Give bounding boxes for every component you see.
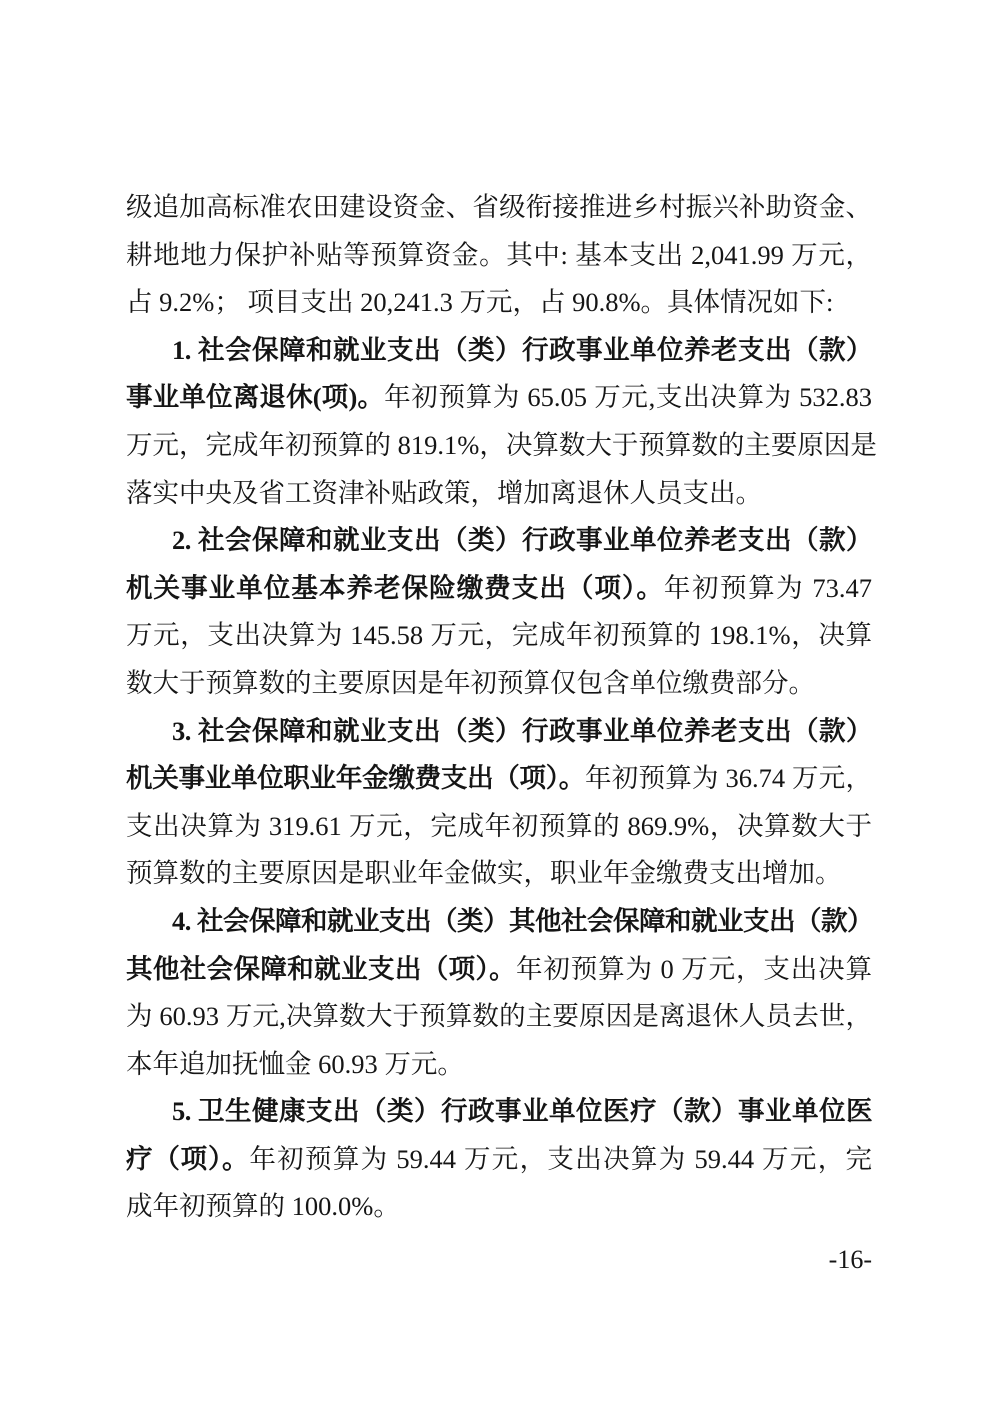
body-text-segment: 年初预算为 65.05 万元,支出决算为 532.83 <box>384 382 872 413</box>
heading-segment: 4. 社会保障和就业支出（类）其他社会保障和就业支出（款） <box>172 905 873 936</box>
body-text-segment: 支出决算为 319.61 万元，完成年初预算的 869.9%，决算数大于 <box>126 810 872 841</box>
body-text-segment: 数大于预算数的主要原因是年初预算仅包含单位缴费部分。 <box>126 667 815 698</box>
heading-segment: 5. 卫生健康支出（类）行政事业单位医疗（款）事业单位医 <box>172 1096 872 1127</box>
text-line-item-3 <box>126 850 872 898</box>
text-line-item-2 <box>126 660 872 708</box>
text-line-item-3 <box>126 708 872 756</box>
text-line-item-4 <box>126 946 872 994</box>
body-text-segment: 为 60.93 万元,决算数大于预算数的主要原因是离退休人员去世， <box>126 1001 872 1032</box>
text-line-item-5 <box>126 1136 872 1184</box>
heading-segment: 机关事业单位基本养老保险缴费支出（项）。 <box>126 572 664 603</box>
body-text-segment: 落实中央及省工资津补贴政策，增加离退休人员支出。 <box>126 477 762 508</box>
text-line-item-4 <box>126 993 872 1041</box>
text-line-item-4 <box>126 898 872 946</box>
body-text-segment: 级追加高标准农田建设资金、省级衔接推进乡村振兴补助资金、 <box>126 192 872 222</box>
body-text-segment: 成年初预算的 100.0%。 <box>126 1191 400 1222</box>
body-text-segment: 占 9.2%； 项目支出 20,241.3 万元，占 90.8%。具体情况如下: <box>126 287 834 318</box>
page-number: -16- <box>828 1245 872 1274</box>
body-text-segment: 耕地地力保护补贴等预算资金。其中: 基本支出 2,041.99 万元， <box>126 239 872 270</box>
heading-segment: 疗（项）。 <box>126 1143 250 1174</box>
text-line-intro-continuation <box>126 232 872 280</box>
heading-segment: 机关事业单位职业年金缴费支出（项）。 <box>126 763 585 794</box>
body-text-segment: 万元，支出决算为 145.58 万元，完成年初预算的 198.1%，决算 <box>126 620 872 651</box>
body-text-segment: 年初预算为 73.47 <box>663 572 873 603</box>
text-line-item-2 <box>126 517 872 565</box>
text-line-intro-continuation <box>126 279 872 327</box>
heading-segment: 事业单位离退休(项)。 <box>126 382 385 413</box>
body-text-segment: 万元，完成年初预算的 819.1%，决算数大于预算数的主要原因是 <box>126 429 877 460</box>
heading-segment: 2. 社会保障和就业支出（类）行政事业单位养老支出（款） <box>172 525 872 556</box>
text-line-item-5 <box>126 1183 872 1231</box>
document-body <box>126 184 877 1231</box>
heading-segment: 1. 社会保障和就业支出（类）行政事业单位养老支出（款） <box>172 334 872 365</box>
text-line-intro-continuation <box>126 184 872 232</box>
text-line-item-3 <box>126 803 872 851</box>
text-line-item-1 <box>126 374 872 422</box>
text-line-item-5 <box>126 1088 872 1136</box>
text-line-item-2 <box>126 565 872 613</box>
text-line-item-1 <box>126 327 872 375</box>
heading-segment: 3. 社会保障和就业支出（类）行政事业单位养老支出（款） <box>172 715 872 746</box>
body-text-segment: 年初预算为 59.44 万元，支出决算为 59.44 万元，完 <box>249 1143 873 1174</box>
body-text-segment: 本年追加抚恤金 60.93 万元。 <box>126 1048 464 1079</box>
body-text-segment: 年初预算为 0 万元，支出决算 <box>516 953 873 984</box>
text-line-item-4 <box>126 1041 872 1089</box>
text-line-item-1 <box>126 470 872 518</box>
text-line-item-1 <box>126 422 877 470</box>
text-line-item-2 <box>126 612 872 660</box>
heading-segment: 其他社会保障和就业支出（项）。 <box>126 953 517 984</box>
body-text-segment: 年初预算为 36.74 万元， <box>585 763 873 794</box>
body-text-segment: 预算数的主要原因是职业年金做实，职业年金缴费支出增加。 <box>126 858 842 889</box>
text-line-item-3 <box>126 755 872 803</box>
